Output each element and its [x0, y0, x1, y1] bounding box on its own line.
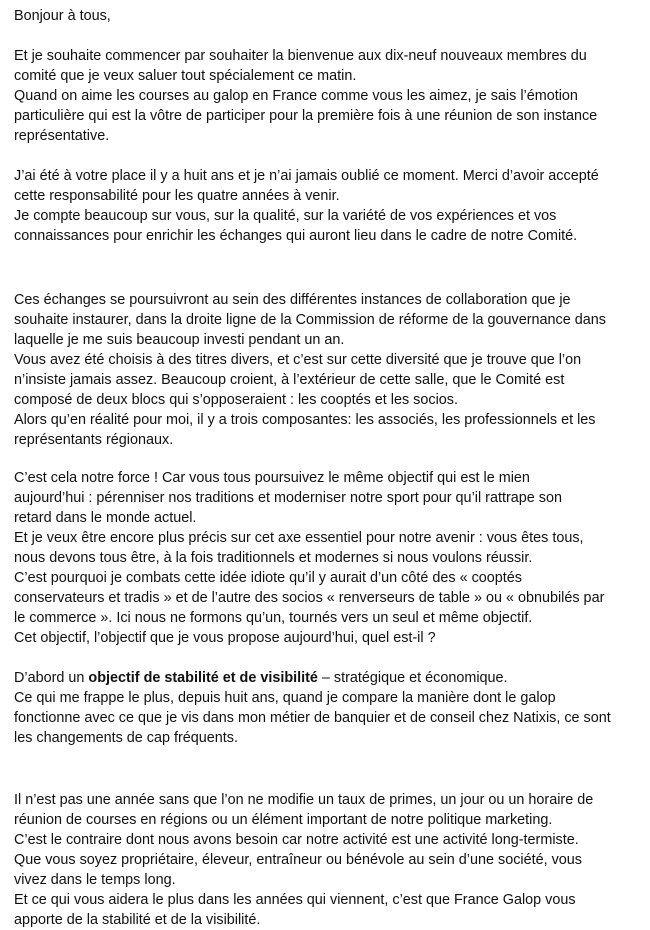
text-line: Ces échanges se poursuivront au sein des différentes instances de collaboration que je	[14, 292, 571, 308]
text-line: C’est cela notre force ! Car vous tous poursuivez le même objectif qui est le mien	[14, 470, 530, 486]
paragraph-strength	[14, 468, 640, 648]
text-line: Et ce qui vous aidera le plus dans les années qui viennent, c’est que France Galop vous	[14, 892, 576, 908]
text-line: connaissances pour enrichir les échanges qui auront lieu dans le cadre de notre Comité.	[14, 228, 578, 244]
text-line: C’est pourquoi je combats cette idée idiote qu’il y aurait d’un côté des « cooptés	[14, 570, 522, 586]
text-line: comité que je veux saluer tout spécialement ce matin.	[14, 68, 357, 84]
text-line: le commerce ». Ici nous ne formons qu’un, tournés vers un seul et même objectif.	[14, 610, 533, 626]
text-line: Quand on aime les courses au galop en France comme vous les aimez, je sais l’émotion	[14, 88, 578, 104]
text-line: composé de deux blocs qui s’opposeraient : les cooptés et les socios.	[14, 392, 458, 408]
text-line: vivez dans le temps long.	[14, 872, 176, 888]
text-line: souhaite instaurer, dans la droite ligne de la Commission de réforme de la gouvernance dans	[14, 312, 606, 328]
text-line: retard dans le monde actuel.	[14, 510, 197, 526]
text-line: Ce qui me frappe le plus, depuis huit ans, quand je compare la manière dont le galop	[14, 690, 556, 706]
text-line: fonctionne avec ce que je vis dans mon métier de banquier et de conseil chez Natixis, ce sont	[14, 710, 611, 726]
text-line: laquelle je me suis beaucoup investi pendant un an.	[14, 332, 345, 348]
text-line: Et je souhaite commencer par souhaiter la bienvenue aux dix-neuf nouveaux membres du	[14, 48, 587, 64]
text-line: représentative.	[14, 128, 110, 144]
text-line: cette responsabilité pour les quatre années à venir.	[14, 188, 340, 204]
text-line: Et je veux être encore plus précis sur cet axe essentiel pour notre avenir : vous êtes tous,	[14, 530, 584, 546]
text-line: Il n’est pas une année sans que l’on ne modifie un taux de primes, un jour ou un horaire de	[14, 792, 594, 808]
paragraph-collaboration	[14, 290, 640, 450]
text-line: Que vous soyez propriétaire, éleveur, entraîneur ou bénévole au sein d’une société, vous	[14, 852, 582, 868]
bold-objective: objectif de stabilité et de visibilité	[88, 670, 318, 686]
text-line: représentants régionaux.	[14, 432, 174, 448]
text-line: Cet objectif, l’objectif que je vous propose aujourd’hui, quel est-il ?	[14, 630, 436, 646]
text-line: C’est le contraire dont nous avons besoin car notre activité est une activité long-termiste.	[14, 832, 579, 848]
text-line: nous devons tous être, à la fois traditionnels et modernes si nous voulons réussir.	[14, 550, 533, 566]
text-line: réunion de courses en régions ou un élément important de notre politique marketing.	[14, 812, 553, 828]
paragraph-stability	[14, 790, 640, 930]
document-body	[14, 0, 640, 930]
text-line: les changements de cap fréquents.	[14, 730, 238, 746]
text-line: Alors qu’en réalité pour moi, il y a trois composantes: les associés, les professionnels et les	[14, 412, 596, 428]
text-run: D’abord un	[14, 670, 89, 686]
text-line: n’insiste jamais assez. Beaucoup croient, à l’extérieur de cette salle, que le Comité est	[14, 372, 565, 388]
text-line: Je compte beaucoup sur vous, sur la qualité, sur la variété de vos expériences et vos	[14, 208, 557, 224]
paragraph-responsibility	[14, 166, 640, 246]
paragraph-objective	[14, 668, 640, 748]
text-line: aujourd’hui : pérenniser nos traditions et moderniser notre sport pour qu’il rattrape son	[14, 490, 562, 506]
text-run: – stratégique et économique.	[317, 670, 508, 686]
text-line: conservateurs et tradis » et de l’autre des socios « renverseurs de table » ou « obnubilés par	[14, 590, 605, 606]
paragraph-welcome	[14, 46, 640, 146]
text-line: apporte de la stabilité et de la visibilité.	[14, 912, 261, 928]
greeting: Bonjour à tous,	[14, 8, 111, 24]
text-line: Vous avez été choisis à des titres divers, et c’est sur cette diversité que je trouve que l’on	[14, 352, 582, 368]
text-line-objective	[14, 668, 640, 688]
text-line: particulière qui est la vôtre de participer pour la première fois à une réunion de son instance	[14, 108, 598, 124]
text-line: J’ai été à votre place il y a huit ans et je n’ai jamais oublié ce moment. Merci d’avoir accepté	[14, 168, 599, 184]
